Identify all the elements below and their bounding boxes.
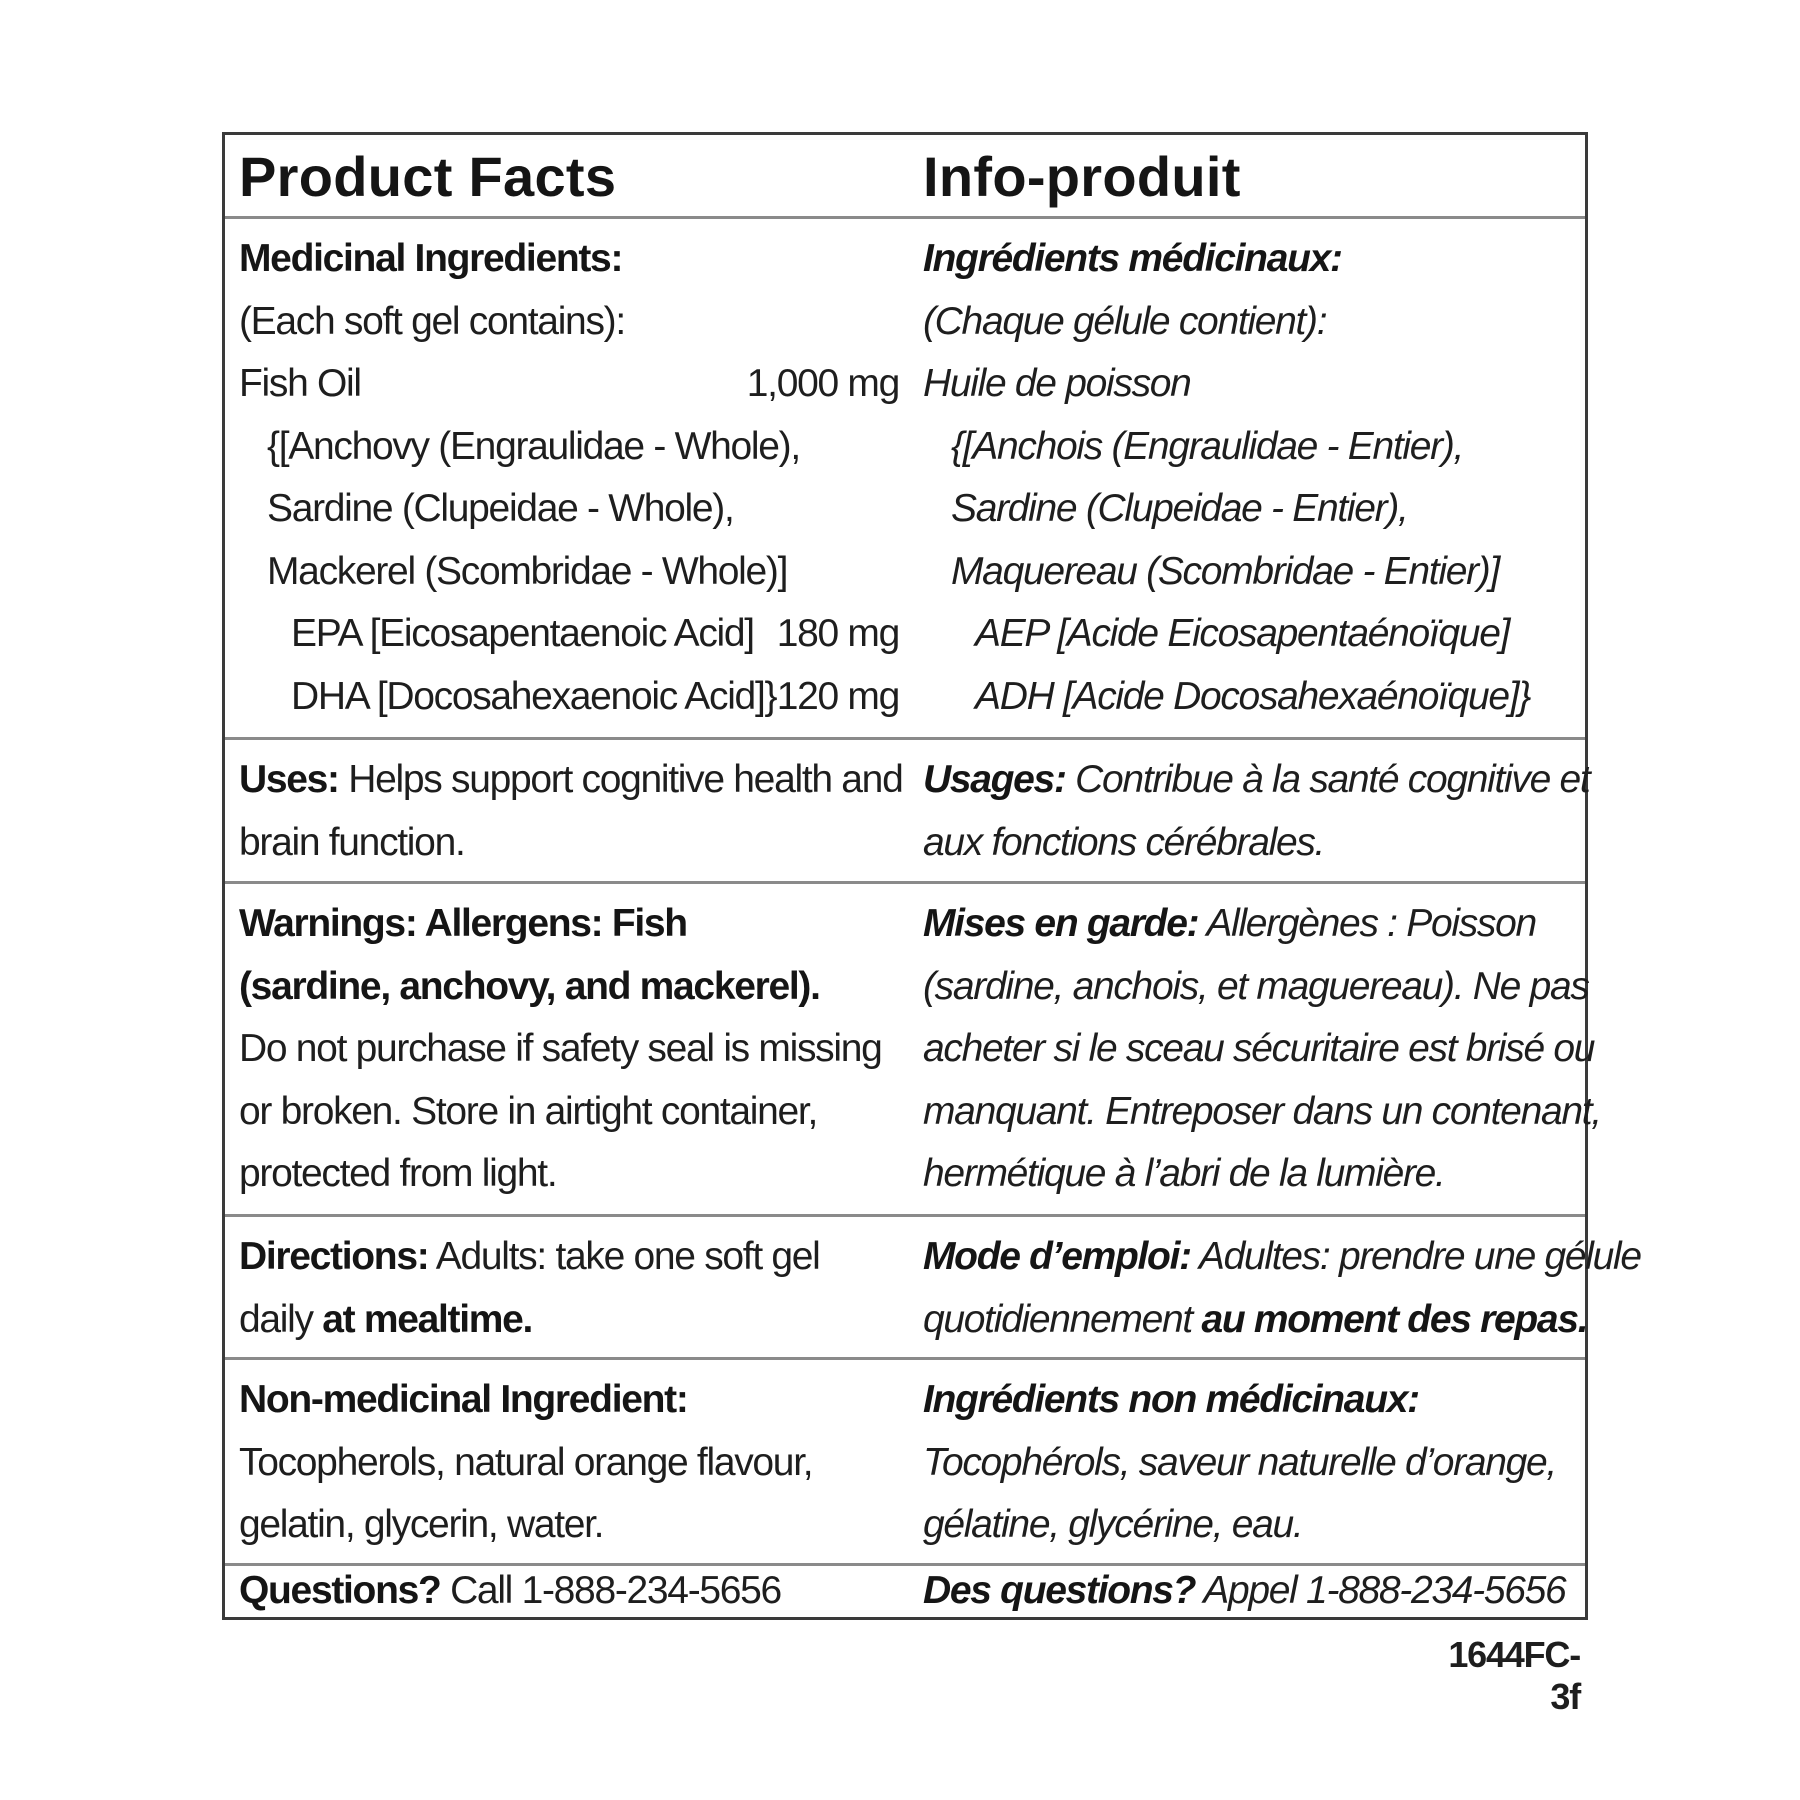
- dha-label: DHA [Docosahexaenoic Acid]}: [291, 674, 777, 718]
- title-fr: Info-produit: [923, 145, 1241, 208]
- warnings-section: [225, 884, 1601, 1217]
- label-code: 1644FC-3f: [1448, 1634, 1580, 1717]
- warnings-line4-en: or broken. Store in airtight container,: [239, 1089, 817, 1133]
- warnings-line5-en: protected from light.: [239, 1152, 557, 1195]
- warnings-line3-en: Do not purchase if safety seal is missing: [239, 1027, 882, 1070]
- header-row: [225, 135, 1585, 219]
- uses-label-fr: Usages:: [923, 758, 1066, 801]
- fish-oil-fr: Huile de poisson: [923, 362, 1191, 405]
- non-medicinal-heading-fr: Ingrédients non médicinaux:: [923, 1378, 1419, 1421]
- uses-section: [225, 740, 1590, 884]
- each-softgel-fr: (Chaque gélule contient):: [923, 299, 1327, 343]
- dha-amount: 120 mg: [776, 674, 899, 718]
- directions-line2-start-fr: quotidiennement: [923, 1297, 1202, 1341]
- fish-oil-amount: 1,000 mg: [746, 362, 899, 405]
- warnings-line5-fr: hermétique à l’abri de la lumière.: [923, 1152, 1445, 1195]
- dha-row: [239, 666, 905, 729]
- title-en: Product Facts: [239, 145, 617, 208]
- directions-label-en: Directions:: [239, 1235, 429, 1278]
- source-2-en: Sardine (Clupeidae - Whole),: [267, 487, 734, 530]
- medicinal-heading-fr: Ingrédients médicinaux:: [923, 237, 1342, 280]
- fish-oil-row: [239, 353, 905, 416]
- directions-line1-fr: Adultes: prendre une gélule: [1190, 1235, 1641, 1278]
- source-1-fr: {[Anchois (Engraulidae - Entier),: [951, 424, 1464, 468]
- epa-row: [239, 603, 905, 666]
- non-medicinal-line2-en: gelatin, glycerin, water.: [239, 1503, 604, 1546]
- non-medicinal-line1-fr: Tocophérols, saveur naturelle d’orange,: [923, 1440, 1556, 1484]
- medicinal-section: [225, 219, 1585, 740]
- non-medicinal-en: [239, 1369, 905, 1557]
- medicinal-en: [239, 228, 905, 728]
- directions-en: [239, 1226, 905, 1351]
- epa-fr: AEP [Acide Eicosapentaénoïque]: [975, 612, 1510, 655]
- directions-line2-start-en: daily: [239, 1297, 323, 1341]
- non-medicinal-heading-en: Non-medicinal Ingredient:: [239, 1378, 688, 1421]
- uses-fr: [923, 749, 1590, 874]
- source-2-fr: Sardine (Clupeidae - Entier),: [951, 487, 1408, 530]
- directions-fr: [923, 1226, 1641, 1351]
- warnings-label-fr: Mises en garde:: [923, 902, 1199, 945]
- dha-fr: ADH [Acide Docosahexaénoïque]}: [975, 674, 1531, 718]
- directions-label-fr: Mode d’emploi:: [923, 1235, 1191, 1278]
- directions-section: [225, 1217, 1641, 1360]
- source-1-en: {[Anchovy (Engraulidae - Whole),: [267, 424, 800, 468]
- warnings-line1-en: Warnings: Allergens: Fish: [239, 902, 687, 945]
- questions-fr: [923, 1560, 1583, 1623]
- uses-line2-fr: aux fonctions cérébrales.: [923, 820, 1325, 864]
- product-facts-panel: [222, 132, 1641, 1620]
- warnings-line3-fr: acheter si le sceau sécuritaire est brisé ou: [923, 1027, 1595, 1070]
- questions-label-fr: Des questions?: [923, 1569, 1196, 1612]
- warnings-line2-en: (sardine, anchovy, and mackerel).: [239, 964, 820, 1008]
- directions-line2-bold-en: at mealtime.: [322, 1297, 533, 1341]
- source-3-en: Mackerel (Scombridae - Whole)]: [267, 549, 788, 593]
- fish-oil-label: Fish Oil: [239, 362, 361, 405]
- questions-en: [239, 1560, 905, 1623]
- questions-section: [225, 1566, 1585, 1617]
- source-3-fr: Maquereau (Scombridae - Entier)]: [951, 549, 1499, 593]
- warnings-line2-fr: (sardine, anchois, et maguereau). Ne pas: [923, 964, 1589, 1008]
- questions-phone-fr: Appel 1-888-234-5656: [1195, 1569, 1566, 1612]
- medicinal-heading-en: Medicinal Ingredients:: [239, 237, 623, 280]
- warnings-en: [239, 893, 905, 1206]
- epa-label: EPA [Eicosapentaenoic Acid]: [291, 612, 754, 655]
- warnings-line1-fr: Allergènes : Poisson: [1198, 902, 1536, 945]
- directions-line1-en: Adults: take one soft gel: [428, 1235, 820, 1278]
- warnings-fr: [923, 893, 1601, 1206]
- non-medicinal-section: [225, 1360, 1585, 1566]
- medicinal-fr: [923, 228, 1583, 728]
- each-softgel-en: (Each soft gel contains):: [239, 299, 625, 343]
- uses-line2-en: brain function.: [239, 820, 465, 864]
- non-medicinal-fr: [923, 1369, 1583, 1557]
- epa-amount: 180 mg: [776, 612, 899, 655]
- non-medicinal-line1-en: Tocopherols, natural orange flavour,: [239, 1440, 813, 1484]
- non-medicinal-line2-fr: gélatine, glycérine, eau.: [923, 1503, 1303, 1546]
- uses-en: [239, 749, 905, 874]
- directions-line2-bold-fr: au moment des repas.: [1201, 1297, 1588, 1341]
- questions-phone-en: Call 1-888-234-5656: [440, 1569, 781, 1612]
- warnings-line4-fr: manquant. Entreposer dans un contenant,: [923, 1089, 1601, 1133]
- uses-line1-fr: Contribue à la santé cognitive et: [1065, 758, 1590, 801]
- uses-line1-en: Helps support cognitive health and: [338, 758, 903, 801]
- questions-label-en: Questions?: [239, 1569, 441, 1612]
- uses-label-en: Uses:: [239, 758, 339, 801]
